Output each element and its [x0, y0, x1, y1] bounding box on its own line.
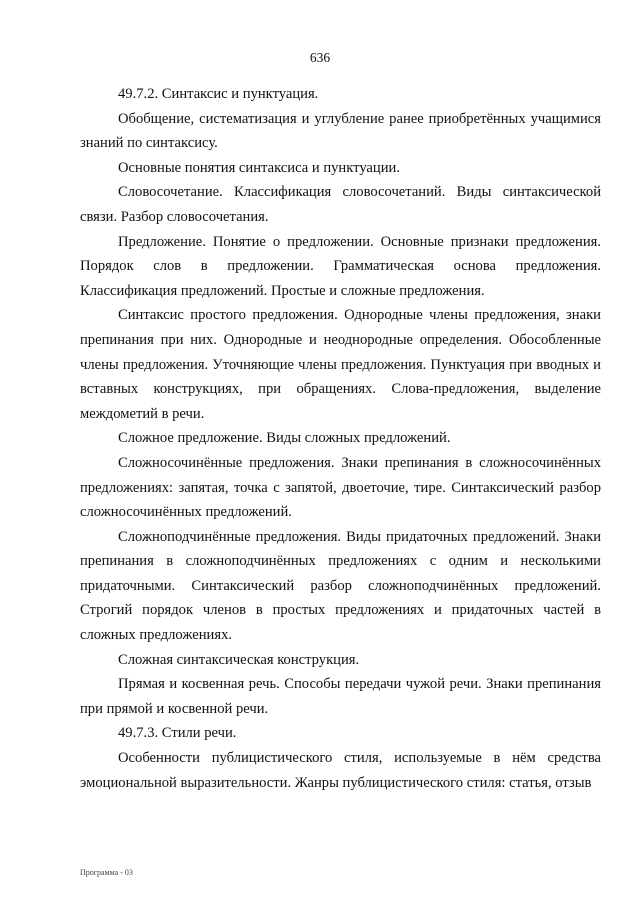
footer-label: Программа - 03	[80, 868, 133, 877]
paragraph: Сложносочинённые предложения. Знаки препинания в сложносочинённых предложениях: запятая, точка с запятой, двоеточие, тире. Синтаксический разбор сложносочинённых предложений.	[80, 454, 601, 521]
section-heading: 49.7.3. Стили речи.	[118, 725, 237, 742]
section-heading: 49.7.2. Синтаксис и пунктуация.	[118, 86, 319, 102]
paragraph: Синтаксис простого предложения. Однородные члены предложения, знаки препинания при них. Однородные и неоднородные определения. Обособленные члены предложения. Уточняющие члены предложения. Пунктуация при вводных и вставных конструкциях, при обращениях. Слова-предложения, выделение междометий в речи.	[80, 307, 601, 422]
paragraph: Сложное предложение. Виды сложных предложений.	[118, 430, 451, 447]
paragraph: Сложная синтаксическая конструкция.	[118, 651, 360, 668]
paragraph: Особенности публицистического стиля, используемые в нём средства эмоциональной выразительности. Жанры публицистического стиля: статья, отзыв	[80, 750, 601, 791]
paragraph: Предложение. Понятие о предложении. Основные признаки предложения. Порядок слов в предложении. Грамматическая основа предложения. Классификация предложений. Простые и сложные предложения.	[80, 233, 601, 299]
paragraph: Прямая и косвенная речь. Способы передачи чужой речи. Знаки препинания при прямой и косвенной речи.	[80, 676, 601, 717]
paragraph: Основные понятия синтаксиса и пунктуации.	[118, 159, 400, 176]
paragraph: Сложноподчинённые предложения. Виды придаточных предложений. Знаки препинания в сложноподчинённых предложениях с одним и несколькими придаточными. Синтаксический разбор сложноподчинённых предложений. Строгий порядок членов в простых предложениях и придаточных частей в сложных предложениях.	[80, 528, 601, 644]
paragraph: Обобщение, систематизация и углубление ранее приобретённых учащимися знаний по синтаксису.	[80, 110, 601, 152]
document-body	[80, 82, 601, 795]
page-number: 636	[309, 50, 331, 65]
paragraph: Словосочетание. Классификация словосочетаний. Виды синтаксической связи. Разбор словосочетания.	[80, 184, 601, 225]
